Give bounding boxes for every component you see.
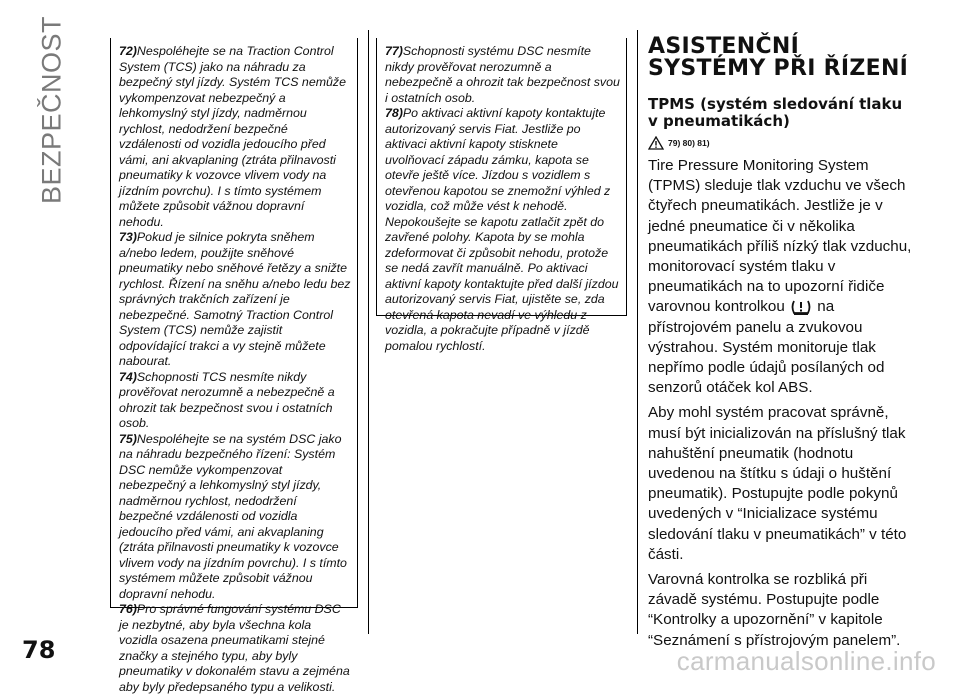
warning-note-number: 72) [119,44,137,58]
tire-pressure-warning-icon [790,297,812,317]
warning-note-number: 77) [385,44,403,58]
paragraph: Varovná kontrolka se rozbliká při závadě systému. Postupujte podle “Kontrolky a upozornění” v kapitole “Seznámení s přístrojovým panelem”. [648,571,901,649]
paragraph: Aby mohl systém pracovat správně, musí být inicializován na příslušný tlak nahuštění pneumatik (hodnotu uvedenou na štítku s údaji o huštění pneumatik). Postupujte podle pokynů uvedených v “Inicializace systému sledování tlaku v pneumatikách” v této části. [648,404,907,563]
warning-note-text: Schopnosti TCS nesmíte nikdy prověřovat nerozumně a nebezpečně a ohrozit tak bezpečnost svou i ostatních osob. [119,369,335,430]
warning-note-text: Pro správné fungování systému DSC je nezbytné, aby byla všechna kola vozidla osazena pneumatikami stejné značky a stejného typu, aby byly pneumatiky v dokonalém stavu a zejména aby byly předepsaného typu a velikosti. [119,602,350,694]
warning-note-number: 75) [119,431,137,446]
paragraph [648,156,916,398]
warning-note [119,44,351,230]
warning-note [385,106,620,354]
subsection-title: TPMS (systém sledování tlaku v pneumatikách) [648,95,903,130]
warning-note-text: Schopnosti systému DSC nesmíte nikdy prověřovat nerozumně a nebezpečně a ohrozit tak bezpečnost svou i ostatních osob. [385,44,620,105]
page-number: 78 [22,636,56,664]
side-title-text: BEZPEČNOST [36,15,67,205]
warning-note-number: 78) [385,106,403,120]
paragraph-text: Tire Pressure Monitoring System (TPMS) sleduje tlak vzduchu ve všech čtyřech pneumatikách. Jestliže je v jedné pneumatice či v několika pneumatikách příliš nízký tlak vzduchu, monitorovací systém tlaku v pneumatikách na to upozorní řidiče varovnou kontrolkou [648,157,912,316]
reference-numbers: 79) 80) 81) [668,138,710,148]
warning-note-number: 76) [119,602,137,616]
footer-watermark: carmanualsonline.info [676,646,936,676]
column-divider [637,30,638,634]
content-column-3 [648,36,916,656]
body-text [648,156,916,651]
warning-note-text: Po aktivaci aktivní kapoty kontaktujte autorizovaný servis Fiat. Jestliže po aktivaci aktivní kapoty stisknete uvolňovací západu zámku, kapota se otevře ještě více. Jízdou s vozidlem s otevřenou kapotou se znemožní výhled z vozidla, což může vést k nehodě. Nepokoušejte se kapotu zatlačit zpět do zavřené polohy. Kapota by se mohla zdeformovat či způsobit nehodu, protože se nedá zavřít manuálně. Po aktivaci aktivní kapoty kontaktujte před další jízdou autorizovaný servis Fiat, ujistěte se, zda otevřená kapota nevadí ve výhledu z vozidla, a pokračujte případně v jízdě pomalou rychlostí. [385,106,619,353]
warning-note-text: Nespoléhejte se na systém DSC jako na náhradu bezpečného řízení: Systém DSC nemůže vykompenzovat nebezpečný a lehkomyslný styl jízdy, nadměrnou rychlost, nedodržení bezpečné vzdálenosti od vozidla jedoucího před vámi, ani akvaplaning (ztráta přilnavosti pneumatiky k vozovce vlivem vody na jízdním povrchu). I s tímto systémem můžete způsobit vážnou dopravní nehodu. [119,431,347,601]
warning-note-number: 73) [119,230,137,244]
warning-triangle-icon [648,136,664,150]
warning-box-column-2 [376,38,627,353]
warning-note-text: Pokud je silnice pokryta sněhem a/nebo ledem, použijte sněhové pneumatiky nebo sněhové řetězy a snižte rychlost. Řízení na sněhu a/nebo ledu bez správných trakčních zařízení je nebezpečné. Samotný Traction Control System (TCS) nemůže zajistit odpovídající trakci a vy stejně můžete nabourat. [119,230,351,368]
warning-note-number: 74) [119,369,137,384]
column-divider [368,30,369,634]
warning-list-2 [385,44,620,354]
warning-note [119,230,351,370]
paragraph-text: na přístrojovém panelu a zvukovou výstrahou. Systém monitoruje tlak nepřímo podle údajů posílaných od senzorů otáček kol ABS. [648,298,885,397]
warning-note [119,602,351,695]
warning-note [119,432,351,603]
section-side-title [22,15,82,205]
warning-note [119,370,351,432]
warning-note [385,44,620,106]
warning-note-text: Nespoléhejte se na Traction Control System (TCS) jako na náhradu za bezpečný styl jízdy. Systém TCS nemůže vykompenzovat nebezpečný a lehkomyslný styl jízdy, nadměrnou rychlost, nedodržení bezpečné vzdálenosti od vozidla jedoucího před vámi, ani akvaplaning (ztráta přilnavosti pneumatiky k vozovce vlivem vody na jízdním povrchu). I s tímto systémem můžete způsobit vážnou dopravní nehodu. [119,44,347,229]
warning-list-1 [119,44,351,695]
warning-references [648,136,916,150]
warning-box-column-1 [110,38,358,694]
section-title: ASISTENČNÍ SYSTÉMY PŘI ŘÍZENÍ [648,34,909,81]
